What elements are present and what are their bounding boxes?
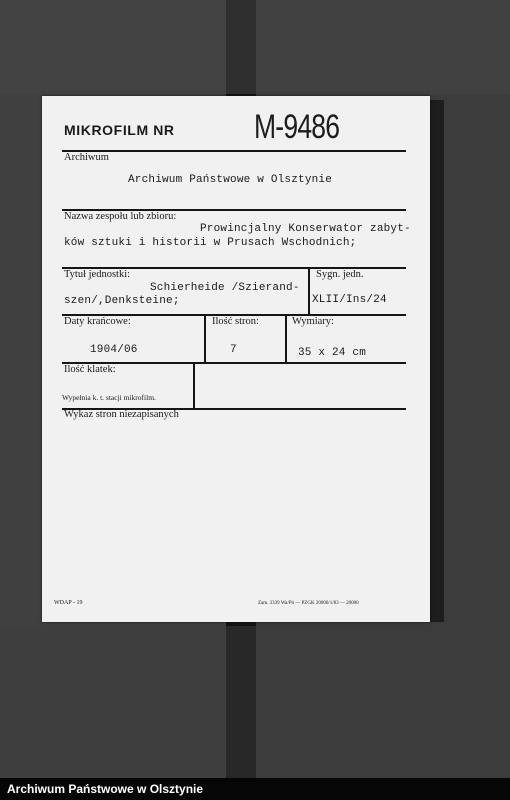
card-title: MIKROFILM NR bbox=[64, 122, 175, 138]
daty-label: Daty krańcowe: bbox=[64, 316, 131, 327]
wymiary-value: 35 x 24 cm bbox=[298, 347, 367, 359]
wymiary-label: Wymiary: bbox=[292, 316, 334, 327]
microfilm-card bbox=[42, 96, 430, 622]
print-info: Zam. 3339 Wa/Pń — PZGK 20000/1/83 — 20000 bbox=[258, 601, 359, 606]
film-top-band bbox=[0, 0, 510, 94]
rule-daty-divider bbox=[204, 314, 206, 362]
zespol-label: Nazwa zespołu lub zbioru: bbox=[64, 211, 177, 222]
card-edge-shadow bbox=[430, 100, 444, 622]
klatek-label: Ilość klatek: bbox=[64, 364, 116, 375]
rule-header bbox=[62, 150, 406, 152]
sygn-value: XLII/Ins/24 bbox=[312, 294, 387, 306]
archive-footer-bar bbox=[0, 778, 510, 800]
tytul-value-line2: szen/,Denksteine; bbox=[64, 295, 180, 307]
rule-klatek-divider bbox=[193, 362, 195, 408]
archive-footer-text: Archiwum Państwowe w Olsztynie bbox=[7, 782, 204, 796]
form-code: WDAP - 19 bbox=[54, 600, 83, 606]
zespol-value-line1: Prowincjalny Konserwator zabyt- bbox=[200, 223, 411, 235]
film-bottom-band bbox=[0, 626, 510, 778]
ilosc-stron-value: 7 bbox=[230, 344, 237, 356]
rule-stron-divider bbox=[285, 314, 287, 362]
microfilm-number: M-9486 bbox=[254, 108, 340, 146]
rule-sygn-divider bbox=[308, 267, 310, 315]
daty-value: 1904/06 bbox=[90, 344, 138, 356]
archiwum-value: Archiwum Państwowe w Olsztynie bbox=[128, 174, 333, 186]
tytul-label: Tytuł jednostki: bbox=[64, 269, 131, 280]
wypelnia-note: Wypełnia k. t. stacji mikrofilm. bbox=[62, 393, 156, 402]
archiwum-label: Archiwum bbox=[64, 152, 109, 163]
wykaz-label: Wykaz stron niezapisanych bbox=[64, 409, 179, 420]
ilosc-stron-label: Ilość stron: bbox=[212, 316, 259, 327]
zespol-value-line2: ków sztuki i historii w Prusach Wschodnich; bbox=[64, 237, 357, 249]
sygn-label: Sygn. jedn. bbox=[316, 269, 364, 280]
tytul-value-line1: Schierheide /Szierand- bbox=[150, 282, 300, 294]
